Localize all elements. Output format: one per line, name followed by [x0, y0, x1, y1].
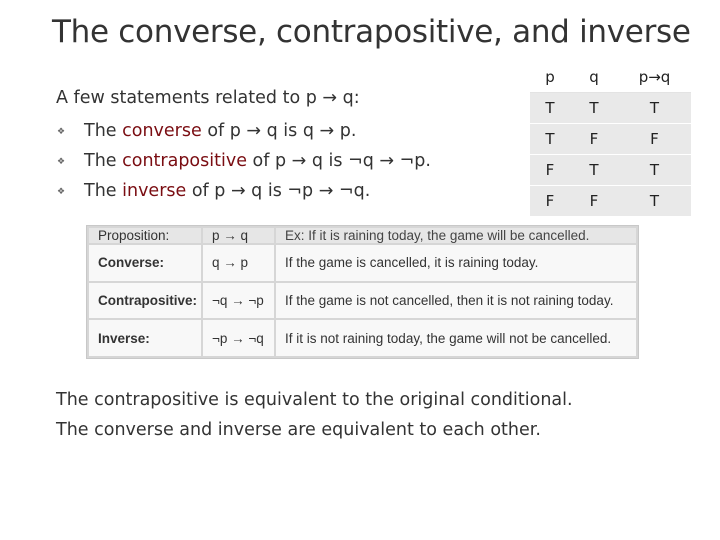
- table-row: [89, 320, 636, 356]
- truth-cell: T: [618, 155, 691, 186]
- proposition-label: Contrapositive:: [89, 283, 201, 319]
- table-row: [89, 283, 636, 319]
- truth-cell: T: [570, 93, 618, 124]
- proposition-table: [87, 226, 638, 358]
- conclusion-line: The contrapositive is equivalent to the original conditional.: [56, 390, 573, 410]
- diamond-bullet-icon: ❖: [57, 157, 66, 167]
- truth-cell: F: [530, 186, 570, 217]
- bullet-inverse: [56, 178, 431, 208]
- proposition-example: If it is not raining today, the game will not be cancelled.: [276, 320, 636, 356]
- bullet-keyword: contrapositive: [122, 151, 247, 171]
- diamond-bullet-icon: ❖: [57, 127, 66, 137]
- truth-cell: T: [530, 124, 570, 155]
- table-row: [530, 124, 691, 155]
- proposition-label: Converse:: [89, 245, 201, 281]
- truth-header-q: q: [570, 62, 618, 93]
- proposition-header-symbol: p → q: [203, 228, 274, 243]
- conclusion-text: [56, 385, 573, 445]
- table-row: [530, 155, 691, 186]
- table-row: [530, 93, 691, 124]
- diamond-bullet-icon: ❖: [57, 187, 66, 197]
- conclusion-line: The converse and inverse are equivalent to each other.: [56, 420, 541, 440]
- bullet-keyword: converse: [122, 121, 202, 141]
- proposition-header-example: Ex: If it is raining today, the game will be cancelled.: [276, 228, 636, 243]
- truth-table-header-row: [530, 62, 691, 93]
- bullet-suffix: of p → q is ¬p → ¬q.: [186, 181, 371, 201]
- truth-header-p: p: [530, 62, 570, 93]
- intro-text: A few statements related to p → q:: [56, 88, 360, 108]
- truth-cell: T: [570, 155, 618, 186]
- proposition-table-image: [86, 225, 639, 359]
- truth-table: [530, 62, 691, 216]
- table-row: [89, 245, 636, 281]
- bullet-list: [56, 118, 431, 208]
- truth-header-p-implies-q: p→q: [618, 62, 691, 93]
- bullet-prefix: The: [84, 151, 123, 171]
- proposition-symbol: q → p: [203, 245, 274, 281]
- proposition-symbol: ¬p → ¬q: [203, 320, 274, 356]
- bullet-suffix: of p → q is ¬q → ¬p.: [246, 151, 431, 171]
- bullet-contrapositive: [56, 148, 431, 178]
- proposition-header-row: [89, 228, 636, 243]
- truth-cell: F: [570, 186, 618, 217]
- truth-cell: F: [618, 124, 691, 155]
- bullet-suffix: of p → q is q → p.: [201, 121, 357, 141]
- proposition-symbol: ¬q → ¬p: [203, 283, 274, 319]
- proposition-label: Inverse:: [89, 320, 201, 356]
- bullet-keyword: inverse: [122, 181, 187, 201]
- table-row: [530, 186, 691, 217]
- proposition-header-label: Proposition:: [89, 228, 201, 243]
- truth-cell: F: [570, 124, 618, 155]
- proposition-example: If the game is not cancelled, then it is not raining today.: [276, 283, 636, 319]
- bullet-prefix: The: [84, 181, 123, 201]
- truth-cell: F: [530, 155, 570, 186]
- proposition-example: If the game is cancelled, it is raining today.: [276, 245, 636, 281]
- bullet-prefix: The: [84, 121, 123, 141]
- bullet-converse: [56, 118, 431, 148]
- truth-cell: T: [618, 93, 691, 124]
- truth-cell: T: [530, 93, 570, 124]
- slide-title: The converse, contrapositive, and inverse: [52, 14, 691, 50]
- truth-cell: T: [618, 186, 691, 217]
